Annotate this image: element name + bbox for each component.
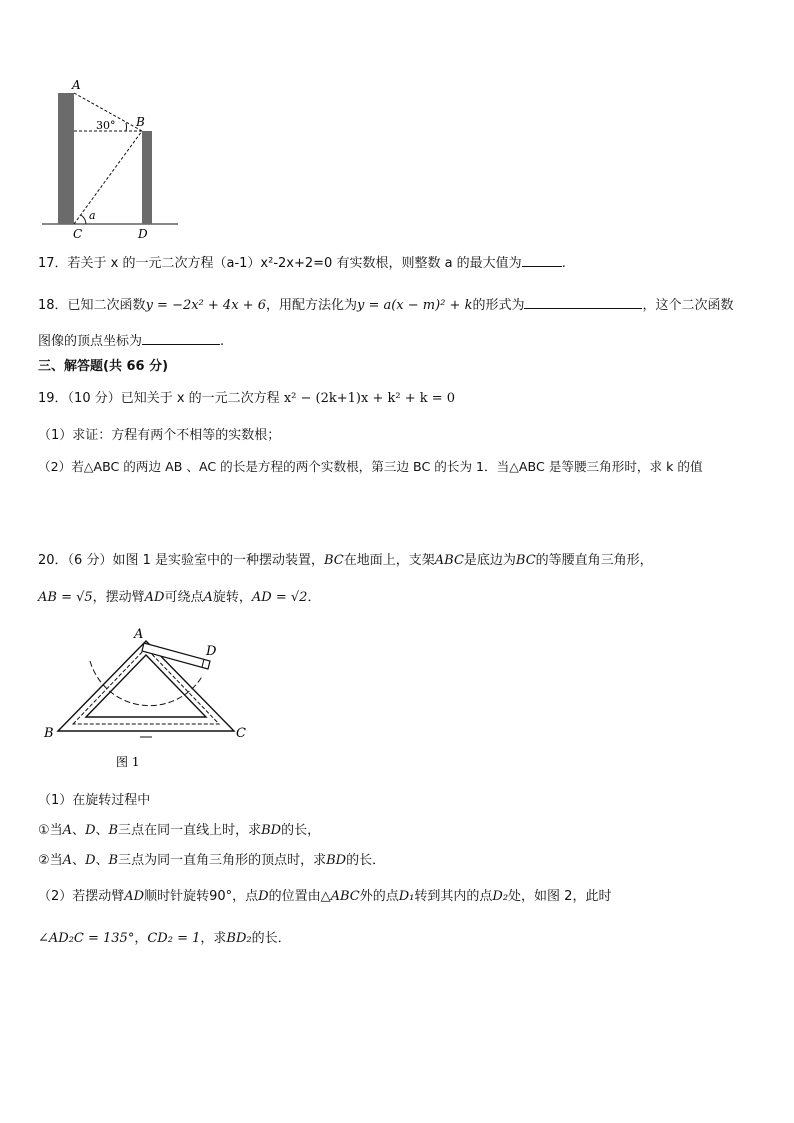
q20-p1a-sep2: 、 [95, 823, 109, 838]
q20-p2b: 顺时针旋转90°，点 [144, 889, 259, 904]
q20-line2d: ． [307, 590, 321, 605]
arm-ad [142, 643, 210, 669]
question-18-line2 [38, 332, 224, 351]
q18-form: y = a(x − m)² + k [356, 298, 473, 313]
tower-figure [38, 78, 188, 243]
q19-sub1: （1）求证：方程有两个不相等的实数根； [38, 428, 281, 443]
q17-text: 若关于 x 的一元二次方程（a-1）x²-2x+2=0 有实数根，则整数 a 的最大值为 [67, 256, 522, 271]
q18-tail: . [220, 334, 225, 349]
q20-part2-line2 [38, 930, 291, 948]
q20-p2a: （2）若摆动臂 [38, 889, 125, 904]
q20-p2-ad: AD [124, 889, 145, 904]
q20-p1b-a: A [62, 853, 73, 868]
q20-line2b: 可绕点 [164, 590, 204, 605]
q17-number: 17． [38, 256, 68, 271]
q20-line1b: 在地面上，支架 [343, 553, 435, 568]
q20-p2-angle: ∠AD₂C = 135° [38, 931, 135, 946]
line-cb [74, 131, 142, 224]
q18-number: 18． [38, 298, 68, 313]
angle-arc [81, 215, 86, 224]
q20-p2h: ，求 [200, 931, 227, 946]
label-b: B [136, 115, 145, 129]
q18-answer-blank-1[interactable] [524, 296, 642, 309]
tower-a [58, 93, 74, 224]
label-angle-a: a [89, 209, 96, 222]
q20-p1b-pre: ②当 [38, 853, 63, 868]
q20-number: 20． [38, 553, 68, 568]
q19-number: 19． [38, 391, 68, 406]
fig1-label-a: A [134, 627, 144, 642]
q20-bc-2: BC [515, 553, 536, 568]
q20-p1a-sep1: 、 [72, 823, 86, 838]
q17-tail: . [561, 256, 566, 271]
q20-p2-d1: D₁ [398, 889, 415, 904]
section-3-heading: 三、解答题(共 66 分) [38, 359, 169, 374]
q20-p2-d2: D₂ [492, 889, 509, 904]
fig1-label-b: B [44, 726, 54, 741]
q20-p2-cd: CD₂ = 1 [147, 931, 201, 946]
q18-part4: ，这个二次函数 [642, 298, 734, 313]
angle-arc-30 [126, 123, 127, 131]
q20-p2d: 外的点 [359, 889, 399, 904]
figure-1 [38, 625, 268, 775]
q20-p2g: ， [134, 931, 148, 946]
swing-arc [90, 661, 203, 706]
q18-line2: 图像的顶点坐标为 [38, 334, 143, 349]
q20-p2-bd: BD₂ [226, 931, 252, 946]
fig1-label-c: C [236, 726, 246, 741]
q20-p1a-mid: 三点在同一直线上时，求 [118, 823, 262, 838]
q20-p1a-bd: BD [261, 823, 282, 838]
q20-p1b-mid: 三点为同一直角三角形的顶点时，求 [118, 853, 327, 868]
q20-p2-triangle: △ABC [320, 889, 360, 904]
q20-ad-value: AD = √2 [251, 590, 308, 605]
q20-line1a: （6 分）如图 1 是实验室中的一种摆动装置， [67, 553, 324, 568]
question-20-line1 [38, 552, 653, 570]
q20-p1b-b: B [108, 853, 119, 868]
q19-lead: （10 分）已知关于 x 的一元二次方程 [67, 391, 280, 406]
q20-ad-1: AD [144, 590, 165, 605]
q20-p1b-bd: BD [326, 853, 347, 868]
label-c: C [73, 227, 83, 241]
q20-p1a-pre: ①当 [38, 823, 63, 838]
question-17 [38, 254, 566, 273]
q20-line2a: ，摆动臂 [92, 590, 145, 605]
q18-part2: ，用配方法化为 [265, 298, 357, 313]
fig1-label-d: D [206, 644, 217, 659]
q18-part1: 已知二次函数 [67, 298, 146, 313]
q20-p1b-sep2: 、 [95, 853, 109, 868]
q20-p2f: 处，如图 2，此时 [508, 889, 612, 904]
tower-b [142, 131, 152, 224]
q20-p1a-b: B [108, 823, 119, 838]
question-19 [38, 390, 455, 408]
q18-part3: 的形式为 [472, 298, 525, 313]
q19-equation: x² − (2k+1)x + k² + k = 0 [283, 391, 456, 406]
q20-p2i: 的长． [251, 931, 291, 946]
q20-part1: （1）在旋转过程中 [38, 793, 151, 808]
q18-function: y = −2x² + 4x + 6 [145, 298, 266, 313]
q20-bc-1: BC [324, 553, 344, 568]
q20-p1b-sep1: 、 [72, 853, 86, 868]
q20-p1a-end: 的长， [281, 823, 321, 838]
fig1-caption: 图 1 [116, 755, 140, 769]
q20-point-a: A [203, 590, 213, 605]
label-30: 30° [96, 119, 116, 132]
q20-p1a-a: A [62, 823, 73, 838]
q20-p2c: 的位置由 [268, 889, 321, 904]
q20-abc: ABC [434, 553, 464, 568]
q20-p2-d: D [258, 889, 269, 904]
q20-part2-line1 [38, 888, 611, 906]
q20-p1b-d: D [85, 853, 96, 868]
q20-p1a-d: D [85, 823, 96, 838]
label-d: D [138, 227, 148, 241]
q20-part1a [38, 822, 320, 840]
q17-answer-blank[interactable] [522, 254, 562, 267]
label-a: A [72, 78, 81, 92]
question-20-line2 [38, 589, 320, 607]
q20-line1c: 是底边为 [463, 553, 516, 568]
q19-sub2: （2）若△ABC 的两边 AB 、AC 的长是方程的两个实数根，第三边 BC 的长为 1．当△ABC 是等腰三角形时，求 k 的值 [38, 459, 703, 474]
q20-p2e: 转到其内的点 [414, 889, 493, 904]
q20-ab-value: AB = √5 [38, 590, 93, 605]
q20-p1b-end: 的长． [346, 853, 386, 868]
q18-answer-blank-2[interactable] [142, 332, 220, 345]
question-18 [38, 296, 733, 315]
q20-line1d: 的等腰直角三角形， [535, 553, 653, 568]
q20-line2c: 旋转， [212, 590, 252, 605]
q20-part1b [38, 852, 385, 870]
